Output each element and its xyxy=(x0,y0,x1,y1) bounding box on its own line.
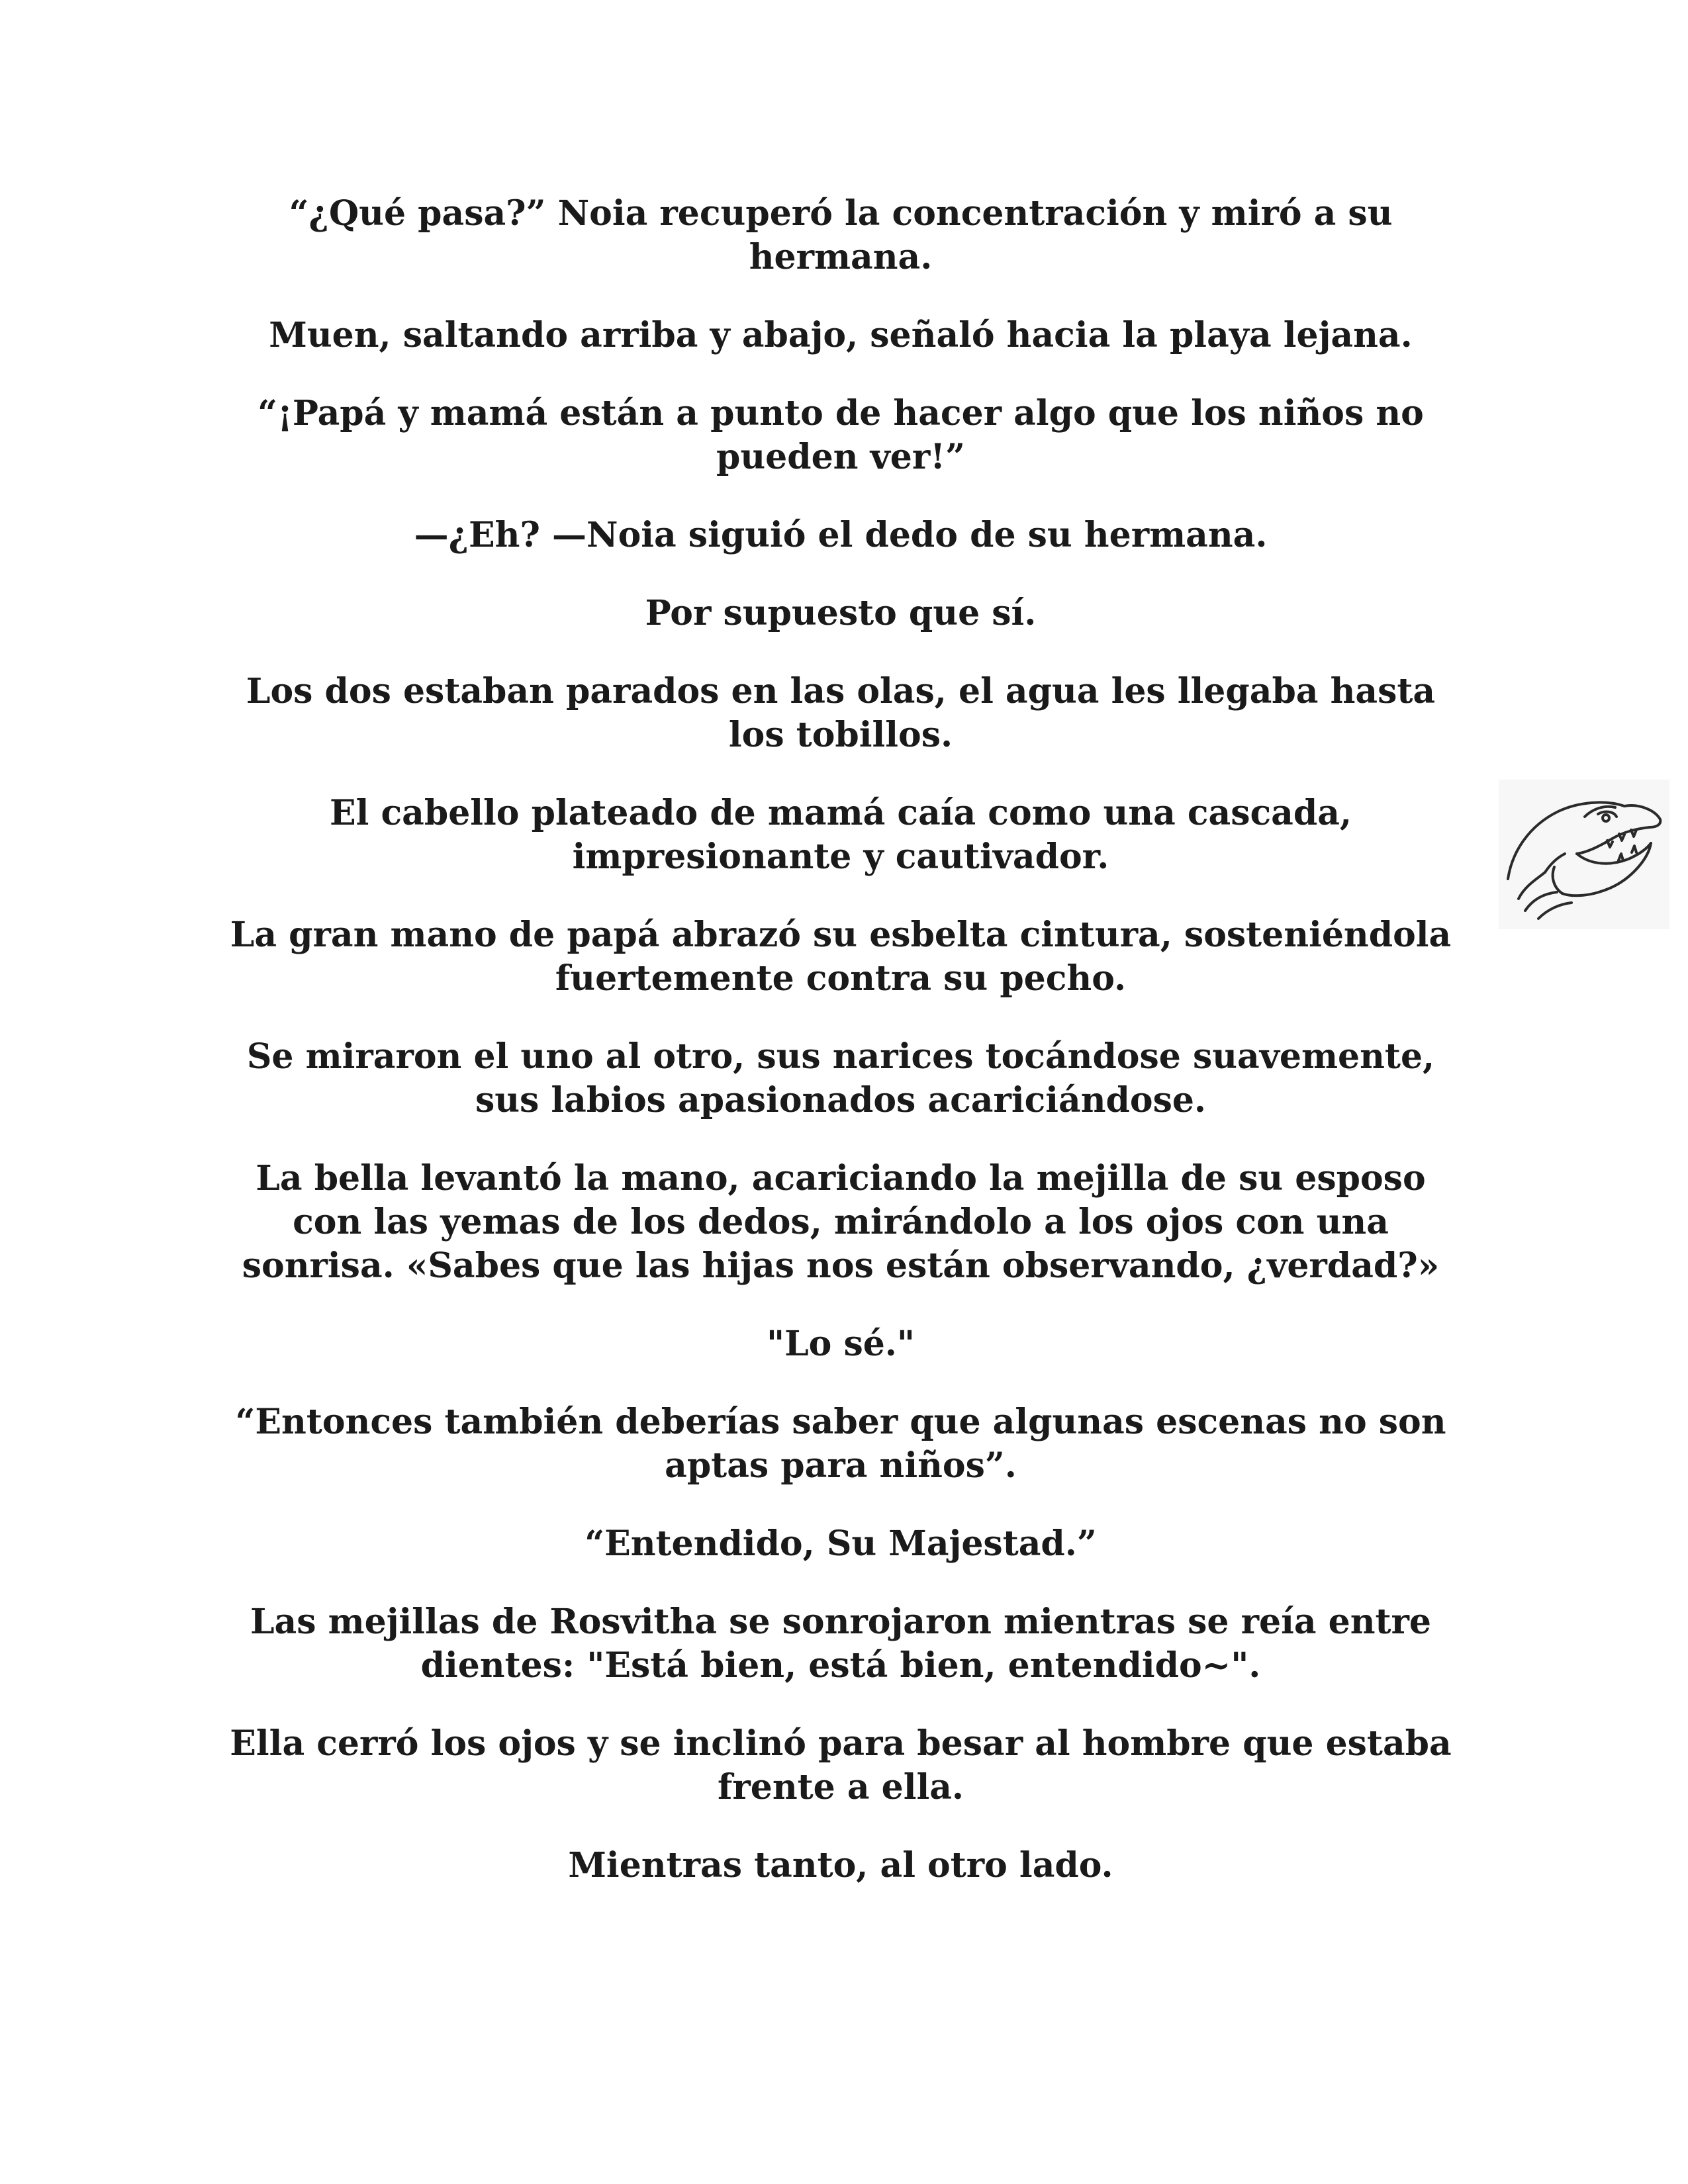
paragraph: —¿Eh? —Noia siguió el dedo de su hermana. xyxy=(414,515,1268,555)
paragraph: “¿Qué pasa?” Noia recuperó la concentración y miró a su hermana. xyxy=(289,193,1393,277)
paragraph: La bella levantó la mano, acariciando la mejilla de su esposo con las yemas de los dedos, mirándolo a los ojos con una sonrisa. «Sabes que las hijas nos están observando, ¿verdad?» xyxy=(242,1158,1440,1286)
dinosaur-head-icon xyxy=(1499,780,1669,929)
paragraph: La gran mano de papá abrazó su esbelta cintura, sosteniéndola fuertemente contra su pecho. xyxy=(230,915,1452,999)
paragraph: Muen, saltando arriba y abajo, señaló hacia la playa lejana. xyxy=(269,315,1413,355)
paragraph: “¡Papá y mamá están a punto de hacer algo que los niños no pueden ver!” xyxy=(258,393,1424,477)
paragraph: “Entendido, Su Majestad.” xyxy=(585,1524,1097,1564)
paragraph: Mientras tanto, al otro lado. xyxy=(568,1845,1113,1886)
paragraph: Por supuesto que sí. xyxy=(645,593,1037,633)
paragraph: Los dos estaban parados en las olas, el agua les llegaba hasta los tobillos. xyxy=(246,671,1436,755)
paragraph: El cabello plateado de mamá caía como una cascada, impresionante y cautivador. xyxy=(329,793,1352,877)
paragraph: Las mejillas de Rosvitha se sonrojaron mientras se reía entre dientes: "Está bien, está bien, entendido~". xyxy=(250,1602,1432,1686)
document-body xyxy=(218,192,1463,1922)
paragraph: “Entonces también deberías saber que algunas escenas no son aptas para niños”. xyxy=(235,1402,1446,1486)
paragraph: Ella cerró los ojos y se inclinó para besar al hombre que estaba frente a ella. xyxy=(230,1723,1452,1807)
paragraph: Se miraron el uno al otro, sus narices tocándose suavemente, sus labios apasionados acariciándose. xyxy=(246,1036,1435,1120)
paragraph: "Lo sé." xyxy=(767,1324,915,1364)
